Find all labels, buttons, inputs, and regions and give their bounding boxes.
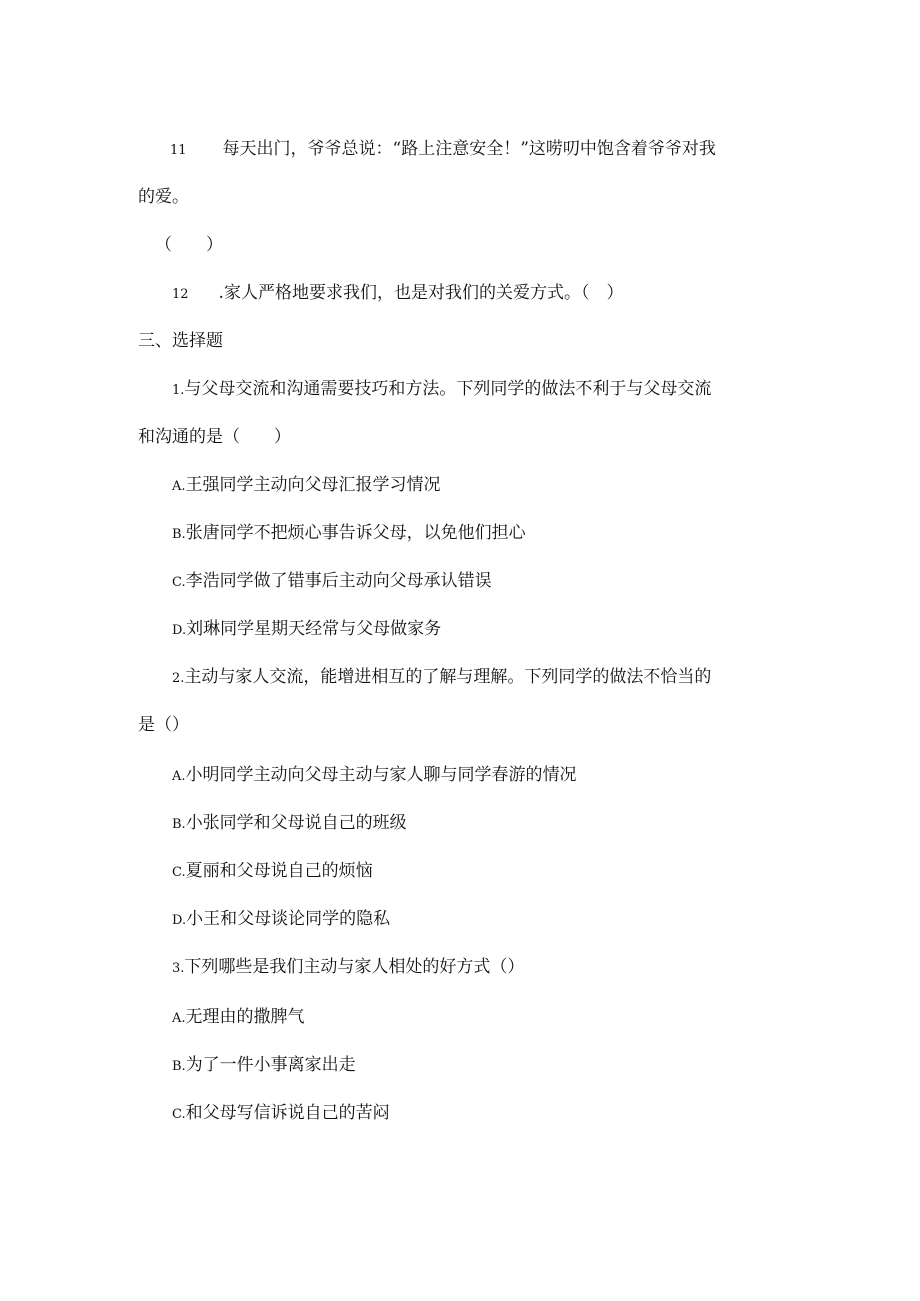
option-text: 夏丽和父母说自己的烦恼 xyxy=(185,861,373,881)
tf-question-12-number: 12 xyxy=(172,287,189,302)
mc-question-3-text: 下列哪些是我们主动与家人相处的好方式（） xyxy=(184,957,525,977)
tf-question-12-text: .家人严格地要求我们，也是对我们的关爱方式。（ ） xyxy=(218,283,624,303)
tf-question-11-line1 xyxy=(170,137,716,163)
mc-question-2-line2: 是（） xyxy=(138,715,189,735)
option-text: 小明同学主动向父母主动与家人聊与同学春游的情况 xyxy=(185,765,577,785)
option-letter: C. xyxy=(172,575,186,590)
option-text: 王强同学主动向父母汇报学习情况 xyxy=(185,475,441,495)
option-letter: B. xyxy=(172,817,186,832)
option-letter: C. xyxy=(172,865,186,880)
tf-question-11-text: 每天出门，爷爷总说：“路上注意安全！”这唠叨中饱含着爷爷对我 xyxy=(222,139,716,159)
option-letter: B. xyxy=(172,527,186,542)
option-letter: D. xyxy=(172,623,187,638)
option-text: 李浩同学做了错事后主动向父母承认错误 xyxy=(185,571,492,591)
option-text: 张唐同学不把烦心事告诉父母，以免他们担心 xyxy=(185,523,526,543)
option-letter: D. xyxy=(172,913,187,928)
mc-question-1-number: 1. xyxy=(172,383,185,398)
mc-question-3-option-b xyxy=(172,1053,356,1079)
mc-question-2-text: 主动与家人交流，能增进相互的了解与理解。下列同学的做法不恰当的 xyxy=(184,667,712,687)
option-text: 为了一件小事离家出走 xyxy=(185,1055,356,1075)
mc-question-2-option-a xyxy=(172,763,577,789)
mc-question-3-option-c xyxy=(172,1101,390,1127)
mc-question-1-option-b xyxy=(172,521,526,547)
option-letter: B. xyxy=(172,1059,186,1074)
mc-question-2-number: 2. xyxy=(172,671,185,686)
mc-question-2-option-c xyxy=(172,859,373,885)
option-text: 小王和父母谈论同学的隐私 xyxy=(186,909,391,929)
mc-question-1-line2: 和沟通的是（ ） xyxy=(138,427,291,447)
option-text: 和父母写信诉说自己的苦闷 xyxy=(185,1103,390,1123)
option-letter: A. xyxy=(172,1011,186,1026)
option-text: 刘琳同学星期天经常与父母做家务 xyxy=(186,619,442,639)
mc-question-2-option-b xyxy=(172,811,407,837)
option-letter: A. xyxy=(172,769,186,784)
mc-question-1-option-c xyxy=(172,569,492,595)
option-letter: C. xyxy=(172,1107,186,1122)
tf-question-11-line2: 的爱。 xyxy=(138,187,189,207)
mc-question-2-line1 xyxy=(172,665,711,691)
option-text: 无理由的撒脾气 xyxy=(185,1007,305,1027)
option-letter: A. xyxy=(172,479,186,494)
mc-question-3-line1 xyxy=(172,955,524,981)
tf-question-12 xyxy=(172,281,623,307)
mc-question-1-text: 与父母交流和沟通需要技巧和方法。下列同学的做法不利于与父母交流 xyxy=(184,379,712,399)
mc-question-1-line1 xyxy=(172,377,711,403)
option-text: 小张同学和父母说自己的班级 xyxy=(185,813,407,833)
mc-question-3-number: 3. xyxy=(172,961,185,976)
mc-question-1-option-a xyxy=(172,473,441,499)
section-title: 三、选择题 xyxy=(138,331,223,351)
mc-question-2-option-d xyxy=(172,907,390,933)
tf-question-11-answer-blank: （ ） xyxy=(155,235,223,255)
tf-question-11-number: 11 xyxy=(170,143,187,158)
mc-question-1-option-d xyxy=(172,617,441,643)
mc-question-3-option-a xyxy=(172,1005,305,1031)
